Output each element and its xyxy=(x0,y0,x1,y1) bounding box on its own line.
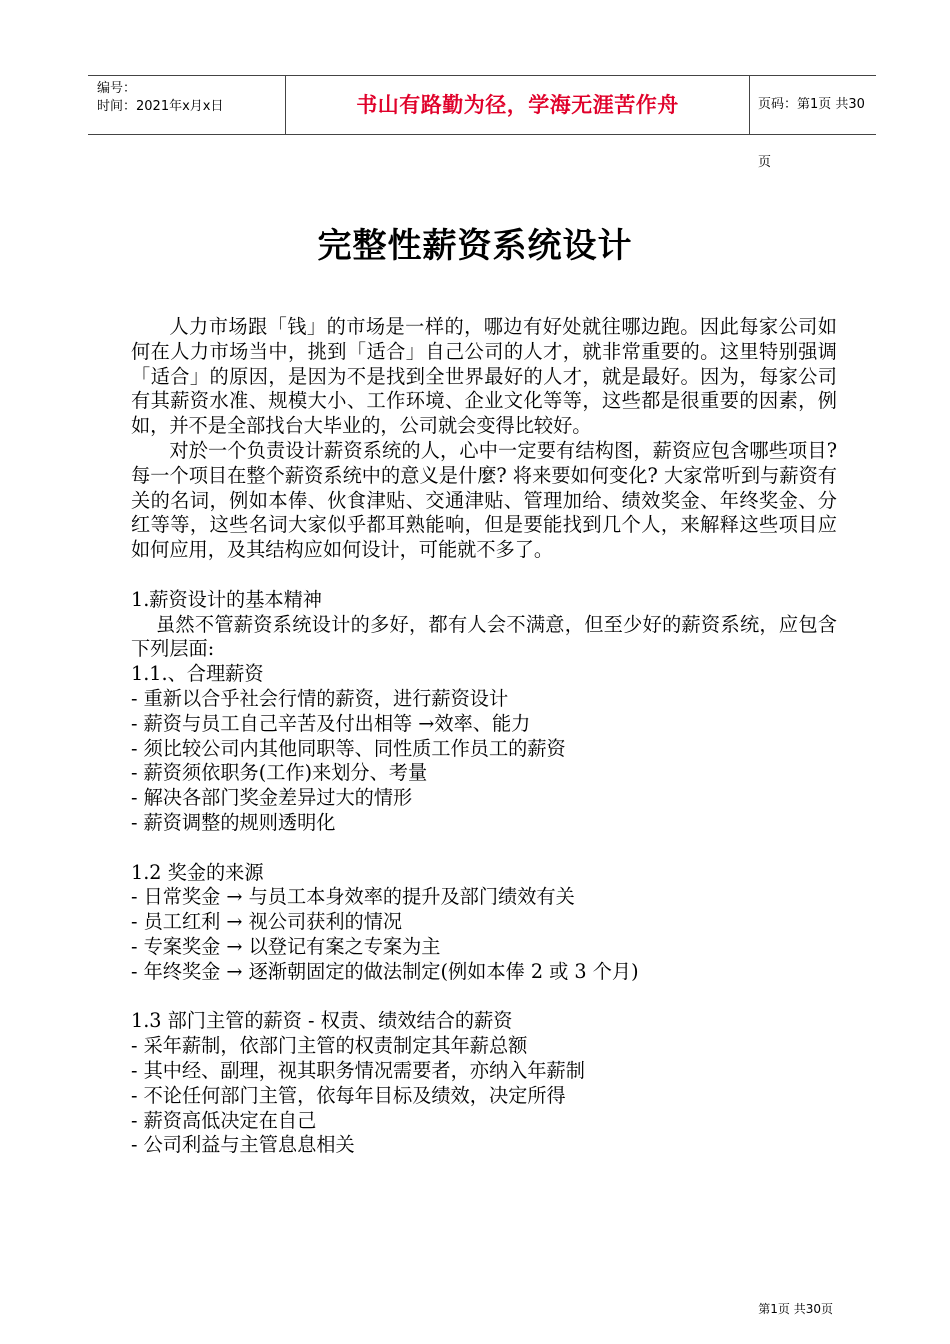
document-body xyxy=(131,315,837,1158)
list-item: - 专案奖金 → 以登记有案之专案为主 xyxy=(131,934,441,958)
number-label: 编号： xyxy=(97,81,137,96)
intro-paragraph-1: 人力市场跟「钱」的市场是一样的，哪边有好处就往哪边跑。因此每家公司如何在人力市场当中，挑到「适合」自己公司的人才，就非常重要的。这里特别强调「适合」的原因，是因为不是找到全世界最好的人才，就是最好。因为，每家公司有其薪资水准、规模大小、工作环境、企业文化等等，这些都是很重要的因素，例如，并不是全部找台大毕业的，公司就会变得比较好。 xyxy=(131,315,837,438)
spacer xyxy=(131,836,837,861)
list-item: - 日常奖金 → 与员工本身效率的提升及部门绩效有关 xyxy=(131,885,575,909)
motto: 书山有路勤为径，学海无涯苦作舟 xyxy=(356,93,679,117)
list-item: - 采年薪制，依部门主管的权责制定其年薪总额 xyxy=(131,1034,528,1058)
list-item: - 薪资高低决定在自己 xyxy=(131,1108,317,1132)
header-meta xyxy=(88,76,285,134)
page-footer: 第1页 共30页 xyxy=(758,1302,833,1316)
list-item: - 重新以合乎社会行情的薪资，进行薪资设计 xyxy=(131,686,509,710)
header-motto-cell xyxy=(285,76,750,134)
list-item: - 薪资须依职务(工作)来划分、考量 xyxy=(131,761,428,785)
list-item: - 公司利益与主管息息相关 xyxy=(131,1133,355,1157)
section-1-heading: 1.薪资设计的基本精神 xyxy=(131,587,322,611)
subsection-1-1-heading: 1.1.、合理薪资 xyxy=(131,662,264,686)
document-title: 完整性薪资系统设计 xyxy=(317,226,633,266)
list-item: - 薪资调整的规则透明化 xyxy=(131,810,336,834)
list-item: - 员工红利 → 视公司获利的情况 xyxy=(131,910,403,934)
section-1-intro: 虽然不管薪资系统设计的多好，都有人会不满意，但至少好的薪资系统，应包含下列层面: xyxy=(131,612,837,661)
spacer xyxy=(131,985,837,1010)
intro-paragraph-2: 对於一个负责设计薪资系统的人，心中一定要有结构图，薪资应包含哪些项目? 每一个项目在整个薪资系统中的意义是什麼? 将来要如何变化? 大家常听到与薪资有关的名词，例如本俸、伙食津贴、交通津贴、管理加给、绩效奖金、年终奖金、分红等等，这些名词大家似乎都耳熟能响，但是要能找到几个人，来解释这些项目应如何应用，及其结构应如何设计，可能就不多了。 xyxy=(131,438,837,562)
list-item: - 须比较公司内其他同职等、同性质工作员工的薪资 xyxy=(131,736,566,760)
subsection-1-1-list xyxy=(131,687,837,836)
list-item: - 不论任何部门主管，依每年目标及绩效，决定所得 xyxy=(131,1083,566,1107)
page-header xyxy=(88,75,876,170)
list-item: - 其中经、副理，视其职务情况需要者，亦纳入年薪制 xyxy=(131,1058,585,1082)
spacer xyxy=(131,563,837,588)
list-item: - 薪资与员工自己辛苦及付出相等 →效率、能力 xyxy=(131,711,531,735)
time-label: 时间：2021年x月x日 xyxy=(97,99,224,114)
subsection-1-3-heading: 1.3 部门主管的薪资 - 权责、绩效结合的薪资 xyxy=(131,1009,513,1033)
list-item: - 年终奖金 → 逐渐朝固定的做法制定(例如本俸 2 或 3 个月) xyxy=(131,959,639,983)
header-page-info: 页码：第1页 共30页 xyxy=(758,97,865,170)
subsection-1-3-list xyxy=(131,1034,837,1158)
subsection-1-2-list xyxy=(131,885,837,984)
subsection-1-2-heading: 1.2 奖金的来源 xyxy=(131,860,264,884)
list-item: - 解决各部门奖金差异过大的情形 xyxy=(131,786,413,810)
